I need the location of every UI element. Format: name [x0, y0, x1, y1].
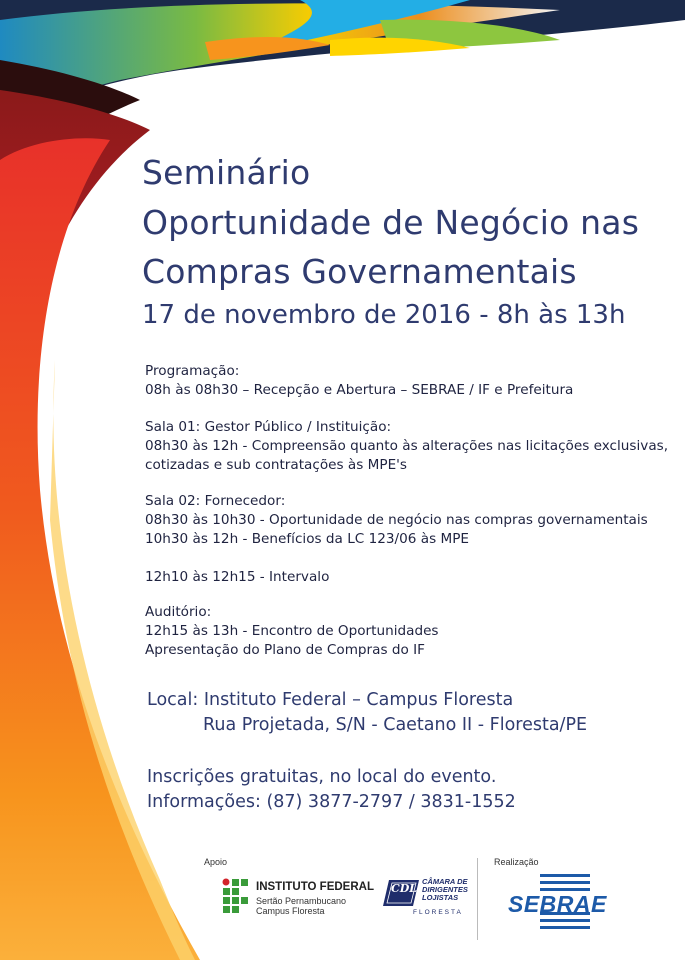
cdl-logo-line-3: LOJISTAS: [422, 893, 459, 902]
program-heading: Programação:: [145, 363, 240, 379]
if-logo-sub-1: Sertão Pernambucano: [256, 896, 347, 906]
location-line-1: Local: Instituto Federal – Campus Floresta: [147, 690, 514, 710]
footer-divider: [477, 858, 478, 940]
sala1-heading: Sala 01: Gestor Público / Instituição:: [145, 419, 392, 435]
auditorio-heading: Auditório:: [145, 604, 212, 620]
title-line-2: Oportunidade de Negócio nas: [142, 203, 640, 242]
title-line-3: Compras Governamentais: [142, 252, 577, 291]
contact-phones: Informações: (87) 3877-2797 / 3831-1552: [147, 792, 516, 812]
cdl-logo-city: FLORESTA: [413, 909, 463, 916]
sala2-line-2: 10h30 às 12h - Benefícios da LC 123/06 às MPE: [145, 531, 469, 547]
cdl-logo-text: [422, 878, 468, 902]
cdl-logo-line-1: CÂMARA DE: [422, 877, 468, 886]
sala2-line-1: 08h30 às 10h30 - Oportunidade de negócio nas compras governamentais: [145, 512, 648, 528]
cdl-logo-mark: CDL: [391, 882, 418, 895]
registration-line-1: Inscrições gratuitas, no local do evento.: [147, 767, 497, 787]
instituto-federal-logo-icon: [222, 878, 252, 918]
location-line-2: Rua Projetada, S/N - Caetano II - Floresta/PE: [203, 715, 588, 735]
event-date: 17 de novembro de 2016 - 8h às 13h: [142, 300, 626, 330]
title-line-1: Seminário: [142, 153, 311, 192]
sala1-line-1: 08h30 às 12h - Compreensão quanto às alterações nas licitações exclusivas,: [145, 438, 669, 454]
program-opening: 08h às 08h30 – Recepção e Abertura – SEBRAE / IF e Prefeitura: [145, 382, 574, 398]
break-time: 12h10 às 12h15 - Intervalo: [145, 569, 330, 585]
if-logo-sub-2: Campus Floresta: [256, 906, 325, 916]
auditorio-line-1: 12h15 às 13h - Encontro de Oportunidades: [145, 623, 439, 639]
sala2-heading: Sala 02: Fornecedor:: [145, 493, 286, 509]
sala1-line-2: cotizadas e sub contratações às MPE's: [145, 457, 407, 473]
if-logo-name: INSTITUTO FEDERAL: [256, 881, 374, 893]
sebrae-logo-text: SEBRAE: [508, 891, 607, 917]
apoio-label: Apoio: [204, 857, 228, 867]
realizacao-label: Realização: [494, 857, 539, 867]
auditorio-line-2: Apresentação do Plano de Compras do IF: [145, 642, 425, 658]
cdl-logo-line-2: DIRIGENTES: [422, 885, 468, 894]
